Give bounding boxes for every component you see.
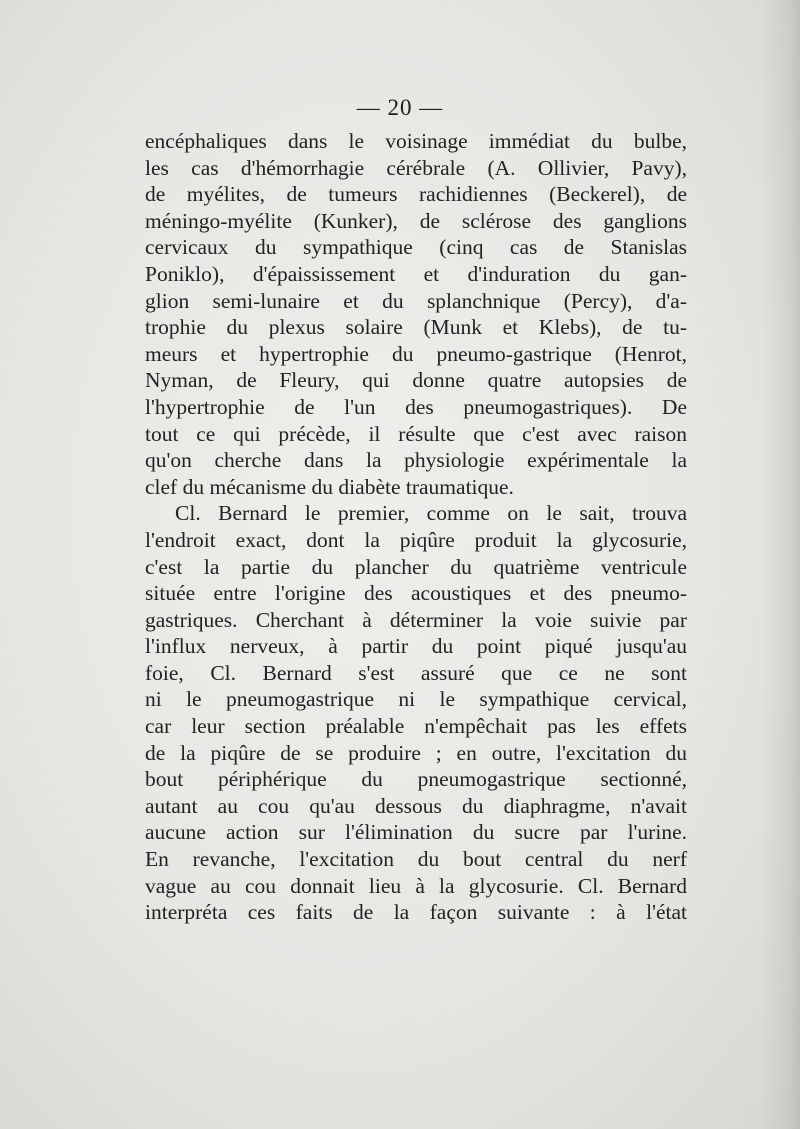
text-line: glion semi-lunaire et du splanchnique (Percy), d'a-: [145, 288, 687, 313]
text-line: qu'on cherche dans la physiologie expérimentale la: [145, 448, 687, 473]
text-line: vague au cou donnait lieu à la glycosurie. Cl. Bernard: [145, 873, 687, 898]
text-line: située entre l'origine des acoustiques et des pneumo-: [145, 581, 687, 606]
text-line: interpréta ces faits de la façon suivante : à l'état: [145, 900, 687, 925]
text-line: de la piqûre de se produire ; en outre, l'excitation du: [145, 740, 687, 765]
text-line: c'est la partie du plancher du quatrième ventricule: [145, 554, 687, 579]
text-line: Cl. Bernard le premier, comme on le sait, trouva: [175, 501, 687, 526]
text-line: trophie du plexus solaire (Munk et Klebs), de tu-: [145, 315, 687, 340]
text-line: Nyman, de Fleury, qui donne quatre autopsies de: [145, 368, 687, 393]
text-line: l'hypertrophie de l'un des pneumogastriques). De: [145, 394, 687, 419]
text-line: ni le pneumogastrique ni le sympathique cervical,: [145, 687, 687, 712]
text-line: les cas d'hémorrhagie cérébrale (A. Ollivier, Pavy),: [145, 155, 687, 180]
text-line: Poniklo), d'épaississement et d'induration du gan-: [145, 261, 687, 286]
text-line: foie, Cl. Bernard s'est assuré que ce ne sont: [145, 660, 687, 685]
text-line: clef du mécanisme du diabète traumatique.: [145, 474, 514, 499]
text-line: aucune action sur l'élimination du sucre par l'urine.: [145, 820, 687, 845]
text-line: encéphaliques dans le voisinage immédiat du bulbe,: [145, 129, 687, 153]
text-line: meurs et hypertrophie du pneumo-gastrique (Henrot,: [145, 341, 687, 366]
body-text: [145, 128, 687, 926]
text-line: méningo-myélite (Kunker), de sclérose des ganglions: [145, 208, 687, 233]
page-number: — 20 —: [356, 95, 444, 120]
page-shadow: [760, 0, 800, 1129]
text-line: gastriques. Cherchant à déterminer la voie suivie par: [145, 607, 687, 632]
text-line: En revanche, l'excitation du bout central du nerf: [145, 847, 687, 872]
text-line: bout périphérique du pneumogastrique sectionné,: [145, 767, 687, 792]
text-line: l'endroit exact, dont la piqûre produit la glycosurie,: [145, 527, 687, 552]
text-line: l'influx nerveux, à partir du point piqué jusqu'au: [145, 634, 687, 659]
text-line: tout ce qui précède, il résulte que c'est avec raison: [145, 421, 687, 446]
text-line: car leur section préalable n'empêchait pas les effets: [145, 714, 687, 739]
text-line: autant au cou qu'au dessous du diaphragme, n'avait: [145, 793, 687, 818]
text-line: cervicaux du sympathique (cinq cas de Stanislas: [145, 235, 687, 260]
text-line: de myélites, de tumeurs rachidiennes (Beckerel), de: [145, 182, 687, 207]
